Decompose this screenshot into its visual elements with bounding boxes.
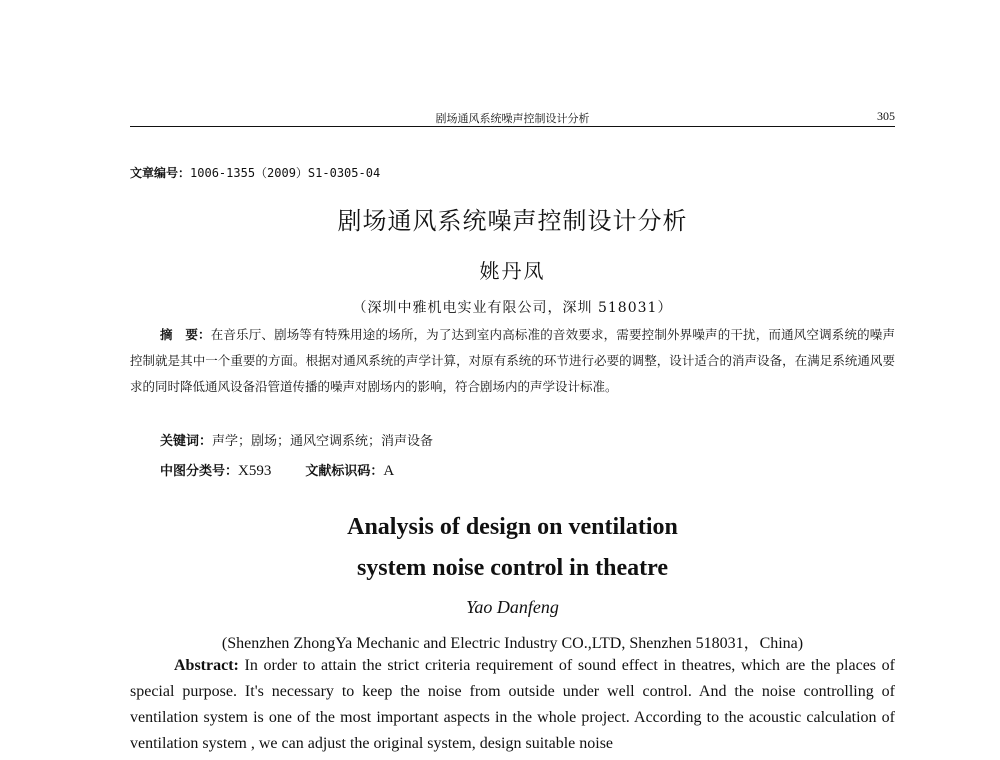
running-title: 剧场通风系统噪声控制设计分析 [435,112,590,125]
article-number [130,164,380,181]
english-abstract-text: In order to attain the strict criteria requirement of sound effect in theatres, which are the places of special purpose. It's necessary to keep the noise from outside under well control. And the noise controlling of ventilation system is one of the most important aspects in the whole project. According to the acoustic calculation of ventilation system , we can adjust the original system, design suitable noise [130,657,896,752]
chinese-keywords [160,430,433,449]
article-number-value: 1006-1355（2009）S1-0305-04 [190,166,381,180]
english-abstract-label: Abstract: [174,657,239,674]
article-number-label: 文章编号： [130,166,191,180]
chinese-title: 剧场通风系统噪声控制设计分析 [337,207,688,235]
clc-label: 中图分类号： [160,464,239,479]
running-header [130,108,895,128]
doc-code-label: 文献标识码： [305,464,384,479]
keywords-text: 声学；剧场；通风空调系统；消声设备 [212,434,434,449]
chinese-abstract [130,322,895,400]
header-rule [130,126,895,127]
chinese-abstract-text: 在音乐厅、剧场等有特殊用途的场所，为了达到室内高标准的音效要求，需要控制外界噪声的干扰，而通风空调系统的噪声控制就是其中一个重要的方面。根据对通风系统的声学计算，对原有系统的环节进行必要的调整，设计适合的消声设备，在满足系统通风要求的同时降低通风设备沿管道传播的噪声对剧场内的影响，符合剧场内的声学设计标准。 [130,327,895,394]
english-abstract [130,653,895,757]
english-title-line2: system noise control in theatre [356,555,669,581]
classification-line [160,460,394,480]
chinese-affiliation: （深圳中雅机电实业有限公司，深圳 518031） [352,300,673,316]
clc-value: X593 [238,463,272,479]
english-title-line1: Analysis of design on ventilation [347,514,678,540]
page-number: 305 [877,109,895,123]
chinese-abstract-label: 摘 要： [160,327,211,342]
english-affiliation: (Shenzhen ZhongYa Mechanic and Electric Industry CO.,LTD, Shenzhen 518031，China) [221,635,804,652]
english-author: Yao Danfeng [466,597,559,617]
chinese-author: 姚丹凤 [479,259,546,283]
doc-code-value: A [383,463,395,479]
keywords-label: 关键词： [160,434,213,449]
